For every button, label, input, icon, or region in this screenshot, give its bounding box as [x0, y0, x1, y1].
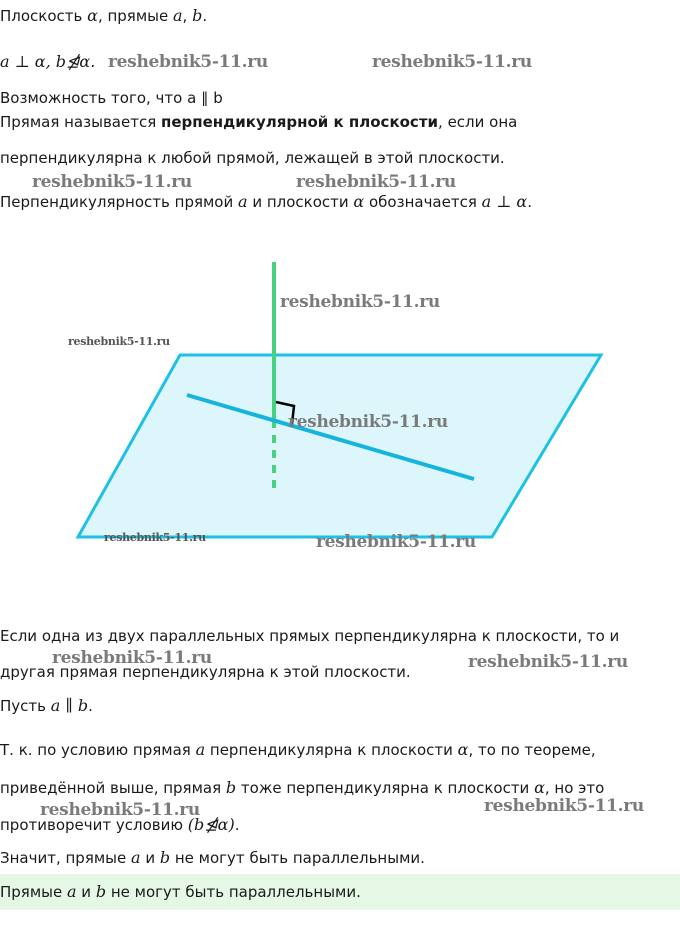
watermark: reshebnik5-11.ru: [40, 800, 200, 820]
watermark: reshebnik5-11.ru: [468, 652, 628, 672]
watermark: reshebnik5-11.ru: [52, 648, 212, 668]
theorem-line-1: Если одна из двух параллельных прямых перпендикулярна к плоскости, то и: [0, 627, 620, 645]
proof-line-1: Т. к. по условию прямая a перпендикулярна к плоскости α, то по теореме,: [0, 740, 596, 759]
proof-line-3: противоречит условию (b⋬α).: [0, 815, 240, 834]
given-line: Плоскость α, прямые a, b.: [0, 6, 208, 25]
given-math: a ⊥ α, b⋬α.: [0, 52, 96, 71]
proof-line-2: приведённой выше, прямая b тоже перпендикулярна к плоскости α, но это: [0, 778, 605, 797]
theorem-line-2: другая прямая перпендикулярна к этой плоскости.: [0, 663, 411, 681]
watermark: reshebnik5-11.ru: [32, 172, 192, 192]
watermark: reshebnik5-11.ru: [68, 335, 170, 348]
definition-line-2: перпендикулярна к любой прямой, лежащей в этой плоскости.: [0, 149, 505, 167]
watermark: reshebnik5-11.ru: [316, 532, 476, 552]
definition-line-1: Прямая называется перпендикулярной к плоскости, если она: [0, 113, 518, 131]
watermark: reshebnik5-11.ru: [484, 796, 644, 816]
watermark: reshebnik5-11.ru: [104, 531, 206, 544]
plane-alpha: [78, 355, 601, 537]
answer-text: Прямые a и b не могут быть параллельными.: [0, 882, 361, 901]
watermark: reshebnik5-11.ru: [280, 292, 440, 312]
watermark: reshebnik5-11.ru: [108, 52, 268, 72]
proof-let: Пусть a ∥ b.: [0, 696, 93, 715]
watermark: reshebnik5-11.ru: [372, 52, 532, 72]
question-line: Возможность того, что a ∥ b: [0, 89, 223, 106]
conclusion-line: Значит, прямые a и b не могут быть параллельными.: [0, 848, 425, 867]
watermark: reshebnik5-11.ru: [296, 172, 456, 192]
notation-line: Перпендикулярность прямой a и плоскости α обозначается a ⊥ α.: [0, 192, 532, 211]
watermark: reshebnik5-11.ru: [288, 412, 448, 432]
